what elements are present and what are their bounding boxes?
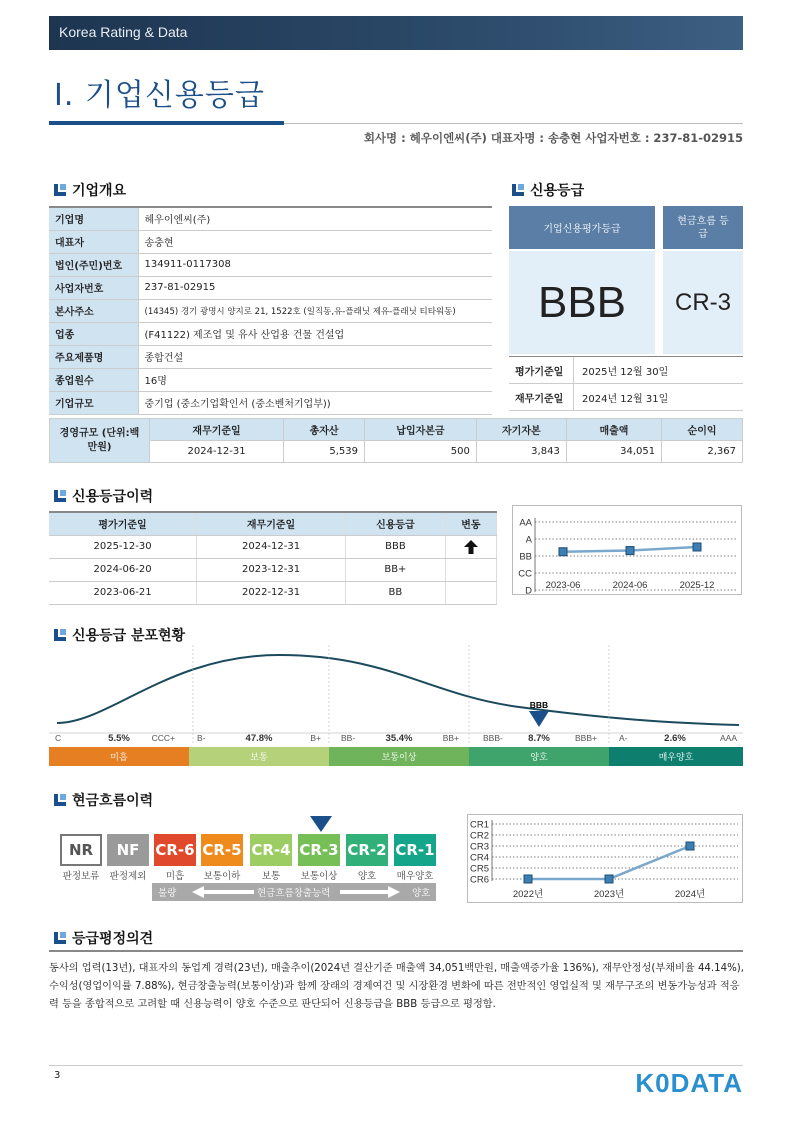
overview-key: 종업원수 (49, 368, 138, 391)
overview-value: 16명 (138, 368, 492, 391)
overview-row (49, 391, 492, 414)
financial-table (49, 418, 743, 463)
overview-row (49, 345, 492, 368)
section-icon (54, 490, 66, 502)
overview-value: (14345) 경기 광명시 양지로 21, 1522호 (일직동,유-플래닛 제유-플래닛 티타워동) (138, 299, 492, 322)
cashflow-badge: CR-5 (201, 834, 243, 866)
section-icon (54, 184, 66, 196)
overview-row (49, 322, 492, 345)
section-icon (54, 629, 66, 641)
x-tick-label: 2022년 (512, 889, 544, 900)
history-cell: 2023-06-21 (49, 581, 197, 604)
overview-row (49, 253, 492, 276)
y-tick-label: CR3 (469, 841, 489, 853)
distribution-percent: 2.6% (664, 733, 686, 744)
kodata-logo: K0DATA (635, 1068, 743, 1098)
distribution-percent: 8.7% (528, 733, 550, 744)
fin-value: 2024-12-31 (150, 441, 284, 463)
fin-header: 납입자본금 (365, 419, 477, 441)
section-cashflow-title: 현금흐름이력 (54, 790, 153, 810)
history-cell: 2023-12-31 (197, 558, 346, 581)
distribution-band: 매우양호 (609, 747, 743, 766)
section-distribution-title: 신용등급 분포현황 (54, 625, 185, 645)
fin-header: 순이익 (662, 419, 743, 441)
history-header: 변동 (445, 512, 496, 535)
y-tick-label: CR2 (469, 830, 489, 842)
section-icon (512, 184, 524, 196)
y-tick-label: A (525, 534, 532, 546)
overview-key: 업종 (49, 322, 138, 345)
overview-value: 134911-0117308 (138, 253, 492, 276)
cashflow-badge: CR-1 (394, 834, 436, 866)
distribution-percent: 35.4% (385, 733, 413, 744)
distribution-curve (57, 655, 739, 725)
history-table (49, 511, 497, 605)
cashflow-chart-svg (468, 815, 744, 904)
cashflow-badge-label: 미흡 (165, 871, 185, 882)
distribution-band-bar (49, 747, 743, 766)
overview-key: 대표자 (49, 230, 138, 253)
section-icon (54, 794, 66, 806)
credit-grade-value: BBB (509, 251, 655, 354)
overview-value: 237-81-02915 (138, 276, 492, 299)
fin-value: 500 (365, 441, 477, 463)
opinion-divider (49, 950, 743, 952)
fin-value: 3,843 (476, 441, 566, 463)
fin-header: 총자산 (284, 419, 365, 441)
overview-value: 중기업 (중소기업확인서 (중소벤처기업부)) (138, 391, 492, 414)
fin-date-row: 재무기준일 2024년 12월 31일 (509, 384, 743, 411)
opinion-text: 동사의 업력(13년), 대표자의 동업계 경력(23년), 매출추이(2024년 결산기준 매출액 34,051백만원, 매출액증가율 136%), 재무안정성(부채비율 44.14%), 수익성(영업이익률 7.88%), 현금창출능력(보통이상)과 함께 장래의 경제여건 및 시장환경 변화에 따른 전반적인 영업실적 및 재무구조의 변동가능성과 적응력 등을 종합적으로 고려할 때 신용능력이 양호 수준으로 판단되어 신용등급을 BBB 등급으로 평정함. (49, 963, 745, 1010)
financial-label: 경영규모 (단위:백만원) (50, 419, 150, 463)
distribution-band: 양호 (469, 747, 609, 766)
page-title: Ⅰ. 기업신용등급 (54, 78, 265, 113)
arrow-up-icon (463, 539, 479, 555)
scale-left-label: 불량 (158, 888, 177, 899)
y-tick-label: AA (519, 517, 532, 529)
history-change (445, 535, 496, 558)
distribution-axis-label: AAA (719, 733, 737, 743)
cashflow-badge-label: 판정제외 (109, 871, 147, 882)
distribution-axis-label: BB- (341, 733, 356, 743)
section-opinion-title: 등급평정의견 (54, 928, 153, 948)
overview-value: (F41122) 제조업 및 유사 산업용 건물 건설업 (138, 322, 492, 345)
overview-row (49, 207, 492, 230)
overview-row (49, 368, 492, 391)
history-header: 신용등급 (345, 512, 445, 535)
history-chart (512, 505, 742, 595)
fin-value: 34,051 (566, 441, 661, 463)
data-point (605, 875, 613, 883)
distribution-axis-label: BBB- (483, 733, 503, 743)
overview-key: 본사주소 (49, 299, 138, 322)
history-cell: 2024-12-31 (197, 535, 346, 558)
overview-key: 기업명 (49, 207, 138, 230)
y-tick-label: D (525, 585, 532, 596)
cashflow-badge: NR (60, 834, 102, 866)
cash-grade-header: 현금흐름 등급 (663, 206, 743, 249)
overview-row (49, 230, 492, 253)
cashflow-badge-label: 매우양호 (396, 871, 434, 882)
distribution-axis-label: CCC+ (151, 733, 175, 743)
credit-grade-header: 기업신용평가등급 (509, 206, 655, 249)
y-tick-label: BB (519, 551, 532, 563)
history-chart-svg (513, 506, 743, 596)
cashflow-badge-label: 판정보류 (62, 871, 100, 882)
data-point (693, 543, 701, 551)
eval-date-row: 평가기준일 2025년 12월 30일 (509, 357, 743, 384)
title-divider-accent (49, 121, 284, 125)
x-tick-label: 2025-12 (679, 580, 715, 591)
page-number: 3 (54, 1070, 61, 1081)
distribution-band: 보통이상 (329, 747, 469, 766)
overview-value: 송충현 (138, 230, 492, 253)
cashflow-chart (467, 814, 743, 903)
series-line (528, 846, 690, 879)
cashflow-badge-label: 보통이상 (300, 871, 338, 882)
distribution-axis-label: B- (197, 733, 206, 743)
y-tick-label: CR1 (469, 819, 489, 831)
data-point (686, 842, 694, 850)
distribution-axis-label: C (55, 733, 62, 743)
history-cell: 2022-12-31 (197, 581, 346, 604)
fin-header: 자기자본 (476, 419, 566, 441)
history-change (445, 581, 496, 604)
history-header: 평가기준일 (49, 512, 197, 535)
header-banner (49, 16, 743, 50)
cashflow-badge-label: 양호 (357, 871, 377, 882)
cashflow-badge: NF (107, 834, 149, 866)
history-row (49, 581, 497, 604)
history-cell: 2025-12-30 (49, 535, 197, 558)
fin-value: 2,367 (662, 441, 743, 463)
history-cell: BB+ (345, 558, 445, 581)
overview-key: 기업규모 (49, 391, 138, 414)
y-tick-label: CR6 (469, 874, 489, 886)
distribution-chart (49, 645, 743, 747)
history-row (49, 558, 497, 581)
overview-value: 종합건설 (138, 345, 492, 368)
y-tick-label: CR4 (469, 852, 489, 864)
overview-row (49, 276, 492, 299)
distribution-band: 미흡 (49, 747, 189, 766)
cashflow-marker-icon (310, 816, 332, 832)
overview-row (49, 299, 492, 322)
footer-divider (49, 1065, 743, 1066)
brand-text: Korea Rating & Data (59, 24, 188, 40)
fin-value: 5,539 (284, 441, 365, 463)
history-cell: BBB (345, 535, 445, 558)
section-icon (54, 932, 66, 944)
cashflow-badge: CR-2 (346, 834, 388, 866)
grade-marker-icon (529, 711, 549, 727)
overview-table (49, 206, 492, 415)
cashflow-badge: CR-3 (298, 834, 340, 866)
history-row (49, 535, 497, 558)
company-summary: 회사명 : 헤우이엔씨(주) 대표자명 : 송충현 사업자번호 : 237-81-02915 (363, 131, 743, 145)
cashflow-badge: CR-4 (250, 834, 292, 866)
credit-dates (509, 356, 743, 411)
y-tick-label: CC (518, 568, 532, 580)
overview-key: 사업자번호 (49, 276, 138, 299)
distribution-percent: 5.5% (108, 733, 130, 744)
history-cell: 2024-06-20 (49, 558, 197, 581)
cash-grade-value: CR-3 (663, 251, 743, 354)
history-header: 재무기준일 (197, 512, 346, 535)
distribution-axis-label: BB+ (442, 733, 459, 743)
data-point (626, 547, 634, 555)
cashflow-badge-label: 보통이하 (203, 871, 241, 882)
section-overview-title: 기업개요 (54, 180, 126, 200)
distribution-axis-label: BBB+ (575, 733, 597, 743)
history-cell: BB (345, 581, 445, 604)
x-tick-label: 2023년 (593, 889, 625, 900)
distribution-percent: 47.8% (245, 733, 273, 744)
history-header-row (49, 512, 497, 535)
x-tick-label: 2024-06 (612, 580, 648, 591)
x-tick-label: 2023-06 (545, 580, 581, 591)
scale-right-label: 양호 (412, 888, 431, 899)
distribution-axis-label: B+ (310, 733, 321, 743)
history-change (445, 558, 496, 581)
fin-header: 매출액 (566, 419, 661, 441)
cashflow-badge-label: 보통 (261, 871, 281, 882)
cashflow-badge: CR-6 (154, 834, 196, 866)
data-point (559, 548, 567, 556)
overview-value: 헤우이엔씨(주) (138, 207, 492, 230)
distribution-axis-label: A- (619, 733, 628, 743)
x-tick-label: 2024년 (674, 889, 706, 900)
grade-marker-label: BBB (529, 700, 549, 710)
scale-mid-label: 현금흐름창출능력 (257, 888, 331, 899)
overview-key: 법인(주민)번호 (49, 253, 138, 276)
overview-key: 주요제품명 (49, 345, 138, 368)
fin-header: 재무기준일 (150, 419, 284, 441)
y-tick-label: CR5 (469, 863, 489, 875)
section-history-title: 신용등급이력 (54, 486, 153, 506)
distribution-band: 보통 (189, 747, 329, 766)
section-credit-title: 신용등급 (512, 180, 584, 200)
data-point (524, 875, 532, 883)
